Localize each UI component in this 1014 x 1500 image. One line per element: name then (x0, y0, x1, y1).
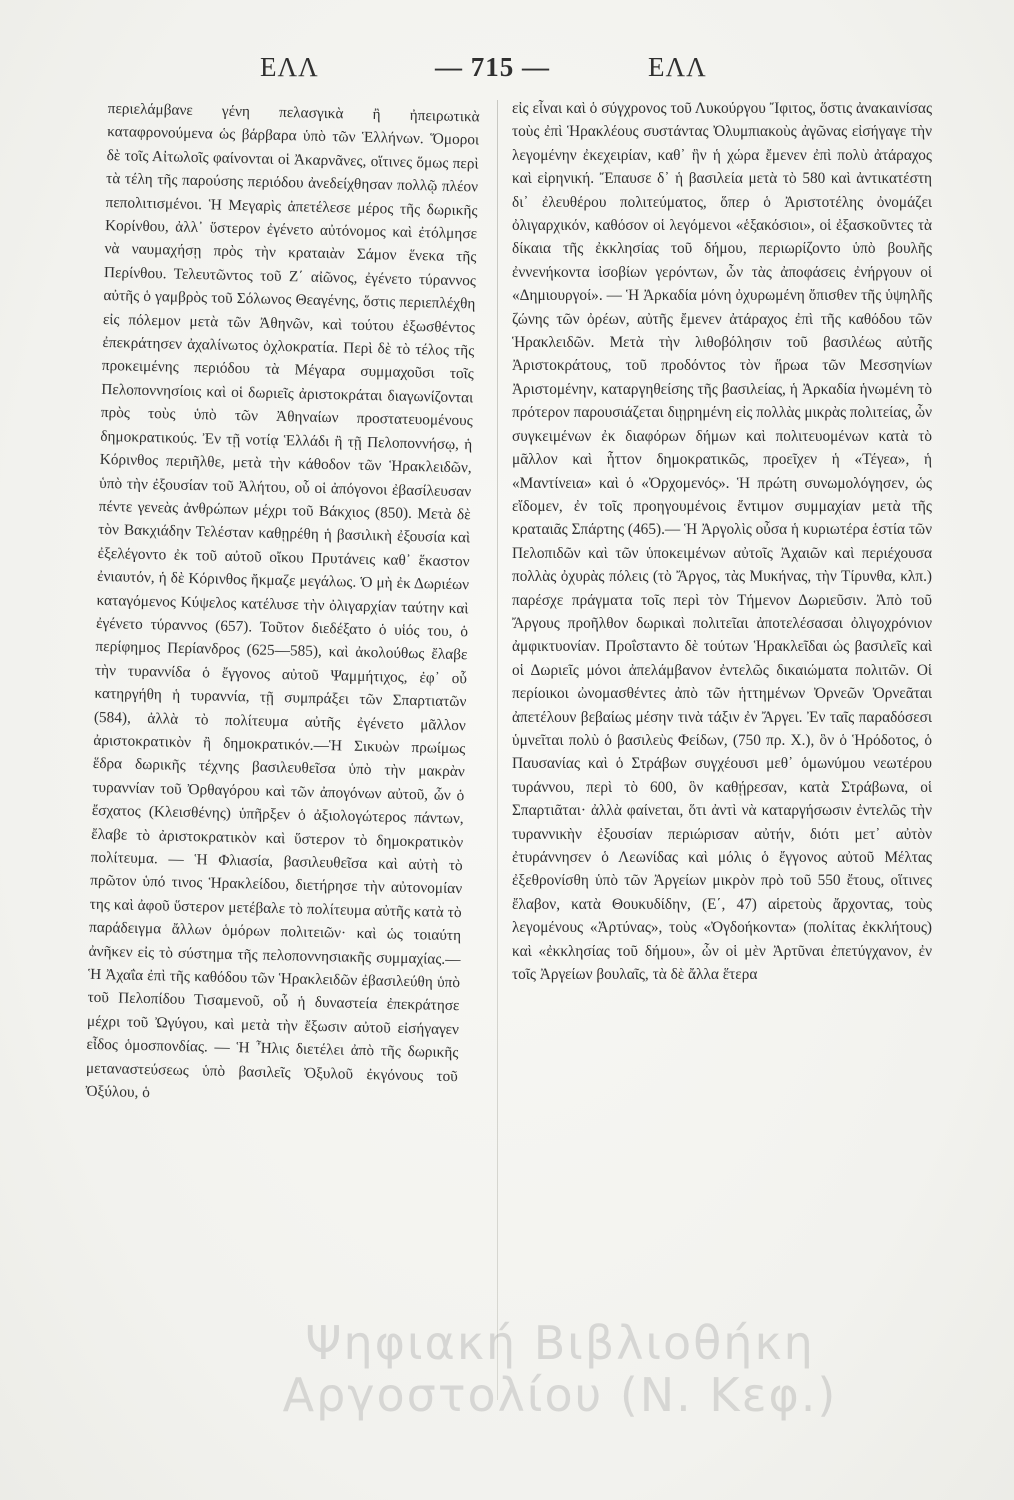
running-head-right: ΕΛΛ (648, 52, 707, 82)
column-divider (497, 100, 498, 1400)
left-column-text: περιελάμβανε γένη πελασγικὰ ἢ ἠπειρωτικὰ καταφρονούμενα ὡς βάρβαρα ὑπὸ τῶν Ἑλλήνων. Ὅμοροι δὲ τοῖς Αἰτωλοῖς φαίνονται οἱ Ἀκαρνᾶνες, οἵτινες ὅμως περὶ τὰ τέλη τῆς παρούσης περιόδου ἀνεδείχθησαν πολλῷ πλέον πεπολιτισμένοι. Ἡ Μεγαρὶς ἀπετέλεσε μέρος τῆς δωρικῆς Κορίνθου, ἀλλ᾽ ὕστερον ἐγένετο αὐτόνομος καὶ ἐτόλμησε νὰ ναυμαχήσῃ πρὸς τὴν κραταιὰν Σάμον ἕνεκα τῆς Περίνθου. Τελευτῶντος τοῦ Ζ΄ αἰῶνος, ἐγένετο τύραννος αὐτῆς ὁ γαμβρὸς τοῦ Σόλωνος Θεαγένης, ὅστις περιεπλέχθη εἰς πόλεμον μετὰ τῶν Ἀθηνῶν, καὶ τούτου ἐξωσθέντος ἐπεκράτησεν ἀχαλίνωτος ὀχλοκρατία. Περὶ δὲ τὸ τέλος τῆς προκειμένης περιόδου τὰ Μέγαρα συμμαχοῦσι τοῖς Πελοποννησίοις καὶ οἱ δωριεῖς ἀριστοκράται διαγωνίζονται πρὸς τοὺς ὑπὸ τῶν Ἀθηναίων προστατευομένους δημοκρατικούς. Ἐν τῇ νοτίᾳ Ἑλλάδι ἢ τῇ Πελοποννήσῳ, ἡ Κόρινθος περιῆλθε, μετὰ τὴν κάθοδον τῶν Ἡρακλειδῶν, ὑπὸ τὴν ἐξουσίαν τοῦ Ἀλήτου, οὗ οἱ ἀπόγονοι ἐβασίλευσαν πέντε γενεὰς ἀνθρώπων μέχρι τοῦ Βάκχιος (850). Μετὰ δὲ τὸν Βακχιάδην Τελέσταν καθῃρέθη ἡ βασιλικὴ ἐξουσία καὶ ἐξελέγοντο ἐκ τοῦ αὐτοῦ οἴκου Πρυτάνεις καθ᾽ ἕκαστον ἐνιαυτόν, ἡ δὲ Κόρινθος ἤκμαζε μεγάλως. Ὁ μὴ ἐκ Δωριέων καταγόμενος Κύψελος κατέλυσε τὴν ὀλιγαρχίαν ταύτην καὶ ἐγένετο τύραννος (657). Τοῦτον διεδέξατο ὁ υἱός του, ὁ περίφημος Περίανδρος (625—585), καὶ ἀκολούθως ἔλαβε τὴν τυραννίδα ὁ ἔγγονος αὐτοῦ Ψαμμήτιχος, ἐφ᾽ οὗ κατηργήθη ἡ τυραννία, τῇ συμπράξει τῶν Σπαρτιατῶν (584), ἀλλὰ τὸ πολίτευμα αὐτῆς ἐγένετο μᾶλλον ἀριστοκρατικὸν ἢ δημοκρατικόν.—Ἡ Σικυὼν πρωίμως ἕδρα δωρικῆς τέχνης βασιλευθεῖσα ὑπὸ τὴν μακρὰν τυραννίαν τοῦ Ὀρθαγόρου καὶ τῶν ἀπογόνων αὐτοῦ, ὧν ὁ ἔσχατος (Κλεισθένης) ὑπῆρξεν ὁ ἀξιολογώτερος πάντων, ἔλαβε τὸ ἀριστοκρατικὸν καὶ ὕστερον τὸ δημοκρατικὸν πολίτευμα. — Ἡ Φλιασία, βασιλευθεῖσα καὶ αὐτὴ τὸ πρῶτον ὑπό τινος Ἡρακλείδου, διετήρησε τὴν αὐτονομίαν της καὶ ἀφοῦ ὕστερον μετέβαλε τὸ πολίτευμα αὐτῆς κατὰ τὸ παράδειγμα ἄλλων ὁμόρων πολιτειῶν· καὶ ὡς τοιαύτη ἀνῆκεν εἰς τὸ σύστημα τῆς πελοποννησιακῆς συμμαχίας.— Ἡ Ἀχαΐα ἐπὶ τῆς καθόδου τῶν Ἡρακλειδῶν ἐβασιλεύθη ὑπὸ τοῦ Πελοπίδου Τισαμενοῦ, οὗ ἡ δυναστεία ἐπεκράτησε μέχρι τοῦ Ὠγύγου, καὶ μετὰ τὴν ἔξωσιν αὐτοῦ εἰσήγαγεν εἶδος ὁμοσπονδίας. — Ἡ Ἦλις διετέλει ἀπὸ τῆς δωρικῆς μεταναστεύσεως ὑπὸ βασιλεῖς Ὀξυλοῦ ἐκγόνους τοῦ Ὀξύλου, ὁ (85, 99, 480, 1102)
watermark-line-1: Ψηφιακή Βιβλιοθήκη (305, 1316, 815, 1370)
right-column-text: εἰς εἶναι καὶ ὁ σύγχρονος τοῦ Λυκούργου Ἴφιτος, ὅστις ἀνακαινίσας τοὺς ἐπὶ Ἡρακλέους συστάντας Ὀλυμπιακοὺς ἀγῶνας εἰσήγαγε τὴν λεγομένην ἐκεχειρίαν, καθ᾽ ἣν ἡ χώρα ἔμενεν ἐπὶ πολὺ ἀτάραχος καὶ εἰρηνική. Ἔπαυσε δ᾽ ἡ βασιλεία μετὰ τὸ 580 καὶ ἀντικατέστη δι᾽ ἐλευθέρου πολιτεύματος, ὅπερ ὁ Ἀριστοτέλης ὀνομάζει ὀλιγαρχικόν, καθόσον οἱ λεγόμενοι «ἑξακόσιοι», οἱ ἐξασκοῦντες τὰ δίκαια τῆς ἐκκλησίας τοῦ δήμου, περιωρίζοντο ὑπὸ βουλῆς ἐννενήκοντα ἰσοβίων γερόντων, ὧν τὰς ἀποφάσεις ἐνήργουν οἱ «Δημιουργοί». — Ἡ Ἀρκαδία μόνη ὀχυρωμένη ὄπισθεν τῆς ὑψηλῆς ζώνης τῶν ὀρέων, αὐτῆς ἔμενεν ἀτάραχος ἐπὶ τῆς καθόδου τῶν Ἡρακλειδῶν. Μετὰ τὴν λιθοβόλησιν τοῦ βασιλέως αὐτῆς Ἀριστοκράτους, τοῦ προδόντος τὸν ἥρωα τῶν Μεσσηνίων Ἀριστομένην, καταργηθείσης τῆς βασιλείας, ἡ Ἀρκαδία ἡνωμένη τὸ πρότερον παρουσιάζεται διῃρημένη εἰς πολλὰς μικρὰς πολιτείας, ὧν συγκειμένων ἐκ διαφόρων δήμων καὶ πολιτευομένων κατὰ τὸ μᾶλλον καὶ ἧττον δημοκρατικῶς, προεῖχεν ἡ «Τέγεα», ἡ «Μαντίνεια» καὶ ὁ «Ὀρχομενός». Ἡ πρώτη συνωμολόγησεν, ὡς εἴδομεν, ἐν τοῖς προηγουμένοις ἔντιμον συμμαχίαν μετὰ τῆς κραταιᾶς Σπάρτης (465).— Ἡ Ἀργολὶς οὖσα ἡ κυριωτέρα ἑστία τῶν Πελοπιδῶν καὶ τῶν ὑποκειμένων αὐτοῖς Ἀχαιῶν καὶ περιέχουσα πολλὰς ὀχυρὰς πόλεις (τὸ Ἄργος, τὰς Μυκήνας, τὴν Τίρυνθα, κλπ.) παρέσχε πράγματα τοῖς περὶ τὸν Τήμενον Δωριεῦσιν. Ἀπὸ τοῦ Ἄργους προῆλθον δωρικαὶ πολιτεῖαι ἀποτελέσασαι ὀλιγοχρόνιον ἀμφικτυονίαν. Προΐσταντο δὲ τούτων Ἡρακλεῖδαι ὡς βασιλεῖς καὶ οἱ Δωριεῖς μόνοι ἀπελάμβανον ἐντελῶς δικαιώματα πολιτῶν. Οἱ περίοικοι ὠνομασθέντες ἀπὸ τῶν ἡττημένων Ὀρνεῶν Ὀρνεᾶται ἀπετέλουν βεβαίως μέσην τινὰ τάξιν ἐν Ἄργει. Ἐν ταῖς παραδόσεσι ὑμνεῖται πολὺ ὁ βασιλεὺς Φείδων, (750 πρ. Χ.), ὃν ὁ Ἡρόδοτος, ὁ Παυσανίας καὶ ὁ Στράβων συγχέουσι μεθ᾽ ὁμωνύμου νεωτέρου τυράννου, περὶ τὸ 600, ὃν καθῄρεσαν, κατὰ Στράβωνα, οἱ Σπαρτιᾶται· ἀλλὰ φαίνεται, ὅτι ἀντὶ νὰ καταργήσωσιν ἐντελῶς τὴν τυραννικὴν ἐξουσίαν περιώρισαν αὐτήν, διότι μετ᾽ αὐτὸν ἐτυράννησεν ὁ Λεωνίδας καὶ μόλις ὁ ἔγγονος αὐτοῦ Μέλτας ἐξεθρονίσθη ὑπὸ τῶν Ἀργείων μικρὸν πρὸ τοῦ 550 ἔτους, οἵτινες ἔλαβον, κατὰ Θουκυδίδην, (Ε΄, 47) αἱρετοὺς ἄρχοντας, τοὺς λεγομένους «Ἀρτύνας», τοὺς «Ὀγδοήκοντα» (πολίτας ἐκκλήτους) καὶ «ἐκκλησίας τοῦ δήμου», ὧν οἱ μὲν Ἀρτῦναι ἐπετύγχανον, ἐν τοῖς Ἀργείων βουλαῖς, τὰ δὲ ἄλλα ἕτερα (512, 100, 932, 984)
running-head-left: ΕΛΛ (260, 52, 319, 82)
watermark-line-2: Αργοστολίου (Ν. Κεφ.) (282, 1368, 838, 1422)
library-watermark (170, 1318, 950, 1428)
running-head (100, 52, 930, 92)
page-number: — 715 — (435, 52, 550, 82)
left-column (85, 97, 480, 1112)
right-column (512, 97, 932, 986)
